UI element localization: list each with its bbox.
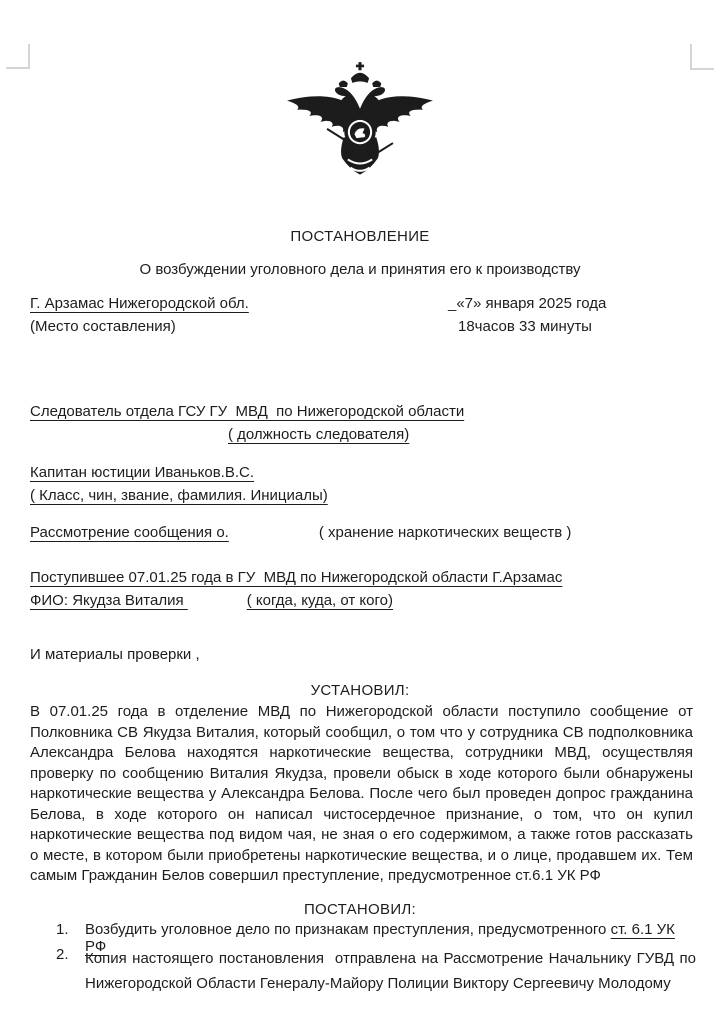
resolved-heading: ПОСТАНОВИЛ: (303, 901, 417, 918)
investigator-rank-label: ( Класс, чин, звание, фамилия. Инициалы) (30, 487, 328, 504)
report-fio-row (30, 592, 393, 609)
report-fio-value: ФИО: Якудза Виталия (30, 592, 188, 609)
resolved-item-1-number: 1. (56, 921, 69, 938)
investigator-position-label: ( должность следователя) (228, 426, 410, 443)
date-field-value: _«7» января 2025 года (448, 295, 607, 312)
resolved-item-2 (56, 946, 701, 996)
resolved-item-1-text-plain: Возбудить уголовное дело по признакам преступления, предусмотренного (85, 921, 611, 938)
resolved-item-1-text-underlined: ст. 6.1 УК РФ (85, 921, 675, 955)
emblem-container (0, 62, 720, 196)
materials-line: И материалы проверки , (30, 646, 200, 663)
resolved-item-2-number: 2. (56, 946, 69, 963)
investigator-position-value: Следователь отдела ГСУ ГУ МВД по Нижегородской области (30, 403, 465, 420)
established-body: В 07.01.25 года в отделение МВД по Нижегородской области поступило сообщение от Полковника СВ Якудза Виталия, который сообщил, о том что у сотрудника СВ подполковника Александра Белова находятся наркотические вещества, сотрудники МВД, осуществляя проверку по сообщению Виталия Якудза, провели обыск в ходе которого были обнаружены наркотические вещества у Александра Белова. После чего был проведен допрос гражданина Белова, в ходе которого он написал чистосердечное признание, о том, что он купил наркотические вещества под видом чая, не зная о его содержимом, а также готов рассказать о месте, в котором были приобретены наркотические вещества, и о лице, продавшем их. Тем самым Гражданин Белов совершил преступление, предусмотренное ст.6.1 УК РФ (30, 703, 693, 884)
report-received-value: Поступившее 07.01.25 года в ГУ МВД по Нижегородской области Г.Арзамас (30, 569, 563, 586)
document-subtitle: О возбуждении уголовного дела и принятия его к производству (139, 261, 581, 278)
place-field-label: (Место составления) (30, 318, 176, 335)
time-field-value: 18часов 33 минуты (458, 318, 592, 335)
report-review-value: Рассмотрение сообщения о. (30, 524, 229, 541)
place-field-value: Г. Арзамас Нижегородской обл. (30, 295, 249, 312)
established-heading: УСТАНОВИЛ: (310, 682, 410, 699)
investigator-rank-value: Капитан юстиции Иваньков.В.С. (30, 464, 254, 481)
mvd-eagle-emblem-icon (284, 62, 436, 192)
resolved-item-2-text: Копия настоящего постановления отправлена на Рассмотрение Начальнику ГУВД по Нижегородской Области Генералу-Майору Полиции Виктору Сергеевичу Молодому (85, 950, 701, 992)
document-title: ПОСТАНОВЛЕНИЕ (290, 228, 430, 245)
report-received-label: ( когда, куда, от кого) (246, 592, 393, 609)
report-review-note: ( хранение наркотических веществ ) (318, 524, 572, 541)
report-review-row (30, 524, 571, 541)
